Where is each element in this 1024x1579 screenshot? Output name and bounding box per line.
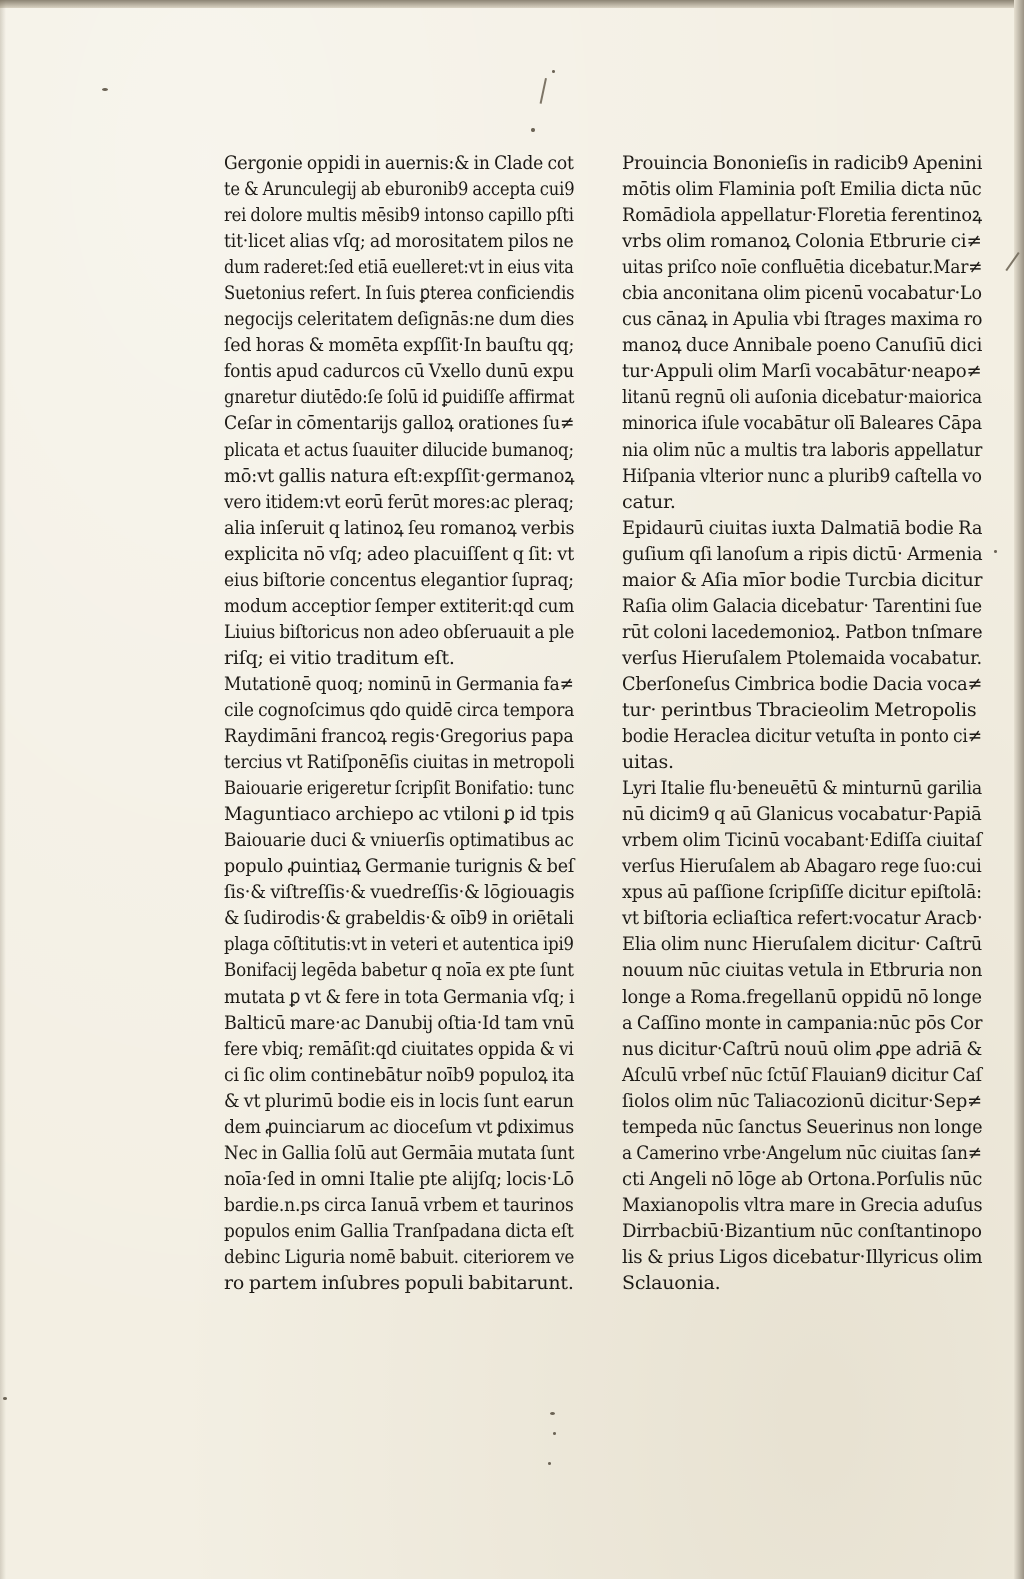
page-top-edge	[0, 0, 1024, 8]
text-line: cti Angeli nō lōge ab Ortona.Porſulis nūc	[622, 1167, 983, 1190]
text-line: mōtis olim Flaminia poſt Emilia dicta nūc	[622, 178, 982, 201]
text-line: cbia anconitana olim picenū vocabatur·Lo	[622, 282, 982, 305]
text-line: Suetonius refert. In ſuis ꝑterea conficiendis	[224, 282, 575, 305]
ink-speck	[552, 70, 555, 73]
text-line: debinc Liguria nomē babuit. citeriorem ve	[224, 1245, 575, 1268]
text-line: ſed horas & momēta expſſit·In bauſtu qq;	[224, 334, 575, 357]
text-line: ſiolos olim nūc Taliacozionū dicitur·Sep≠	[622, 1089, 982, 1112]
text-line: bodie Heraclea dicitur vetuſta in ponto ci≠	[622, 725, 982, 748]
text-line: verſus Hieruſalem Ptolemaida vocabatur.	[622, 646, 982, 669]
text-line: Prouincia Bononieſis in radicib9 Apenini	[622, 152, 983, 174]
ink-speck	[548, 1462, 551, 1465]
text-line: alia inſeruit q latinoꝝ ſeu romanoꝝ verbis	[224, 516, 575, 539]
text-line: nouum nūc ciuitas vetula in Etbruria non	[622, 959, 983, 982]
text-line: tempeda nūc ſanctus Seuerinus non longe	[622, 1115, 983, 1138]
page-right-edge	[1014, 0, 1024, 1579]
page-left-shadow	[0, 0, 6, 1579]
text-line: litanū regnū oli auſonia dicebatur·maiorica	[622, 386, 982, 409]
text-line: Raſia olim Galacia dicebatur· Tarentini ſue	[622, 594, 982, 617]
text-line: ci ſic olim continebātur noīb9 populoꝝ ita	[224, 1063, 575, 1086]
text-line: Gergonie oppidi in auernis:& in Clade cot	[224, 152, 574, 174]
text-line: manoꝝ duce Annibale poeno Canuſiū dici	[622, 334, 983, 357]
ink-speck	[102, 88, 108, 91]
text-line: fontis apud cadurcos cū Vxello dunū expu	[224, 360, 574, 383]
text-line: populo ꝓuintiaꝝ Germanie turignis & beſ	[224, 855, 575, 878]
text-line: & ſudirodis·& grabeldis·& oīb9 in oriētali	[224, 907, 574, 930]
text-line: negocijs celeritatem deſignās:ne dum dies	[224, 308, 575, 331]
text-line: eius biſtorie concentus elegantior ſupraq;	[224, 568, 574, 591]
text-line: ſis·& viſtreſſis·& vuedreſſis·& lōgiouagis	[224, 881, 575, 904]
text-line: plicata et actus ſuauiter dilucide bumanoq;	[224, 438, 574, 461]
text-line: Cberſoneſus Cimbrica bodie Dacia voca≠	[622, 672, 983, 695]
text-line: Balticū mare·ac Danubij oſtia·Id tam vnū	[224, 1011, 575, 1034]
text-line: plaga cōſtitutis:vt in veteri et autentica ipi9	[224, 933, 574, 956]
text-line: vero itidem:vt eorū ferūt mores:ac pleraq;	[224, 490, 574, 513]
text-line: Aſculū vrbeſ nūc ſctūſ Flauian9 dicitur Caſ	[622, 1063, 982, 1086]
text-line: noīa·ſed in omni Italie pte alijſq; locis·Lō	[224, 1167, 575, 1190]
text-line: rei dolore multis mēsib9 intonso capillo pſti	[224, 204, 574, 227]
left-text-column	[224, 150, 574, 1296]
text-line: guſium qſi lanoſum a ripis dictū· Armenia	[622, 542, 983, 565]
text-line: Sclauonia.	[622, 1272, 721, 1295]
text-line: vrbem olim Ticinū vocabant·Ediſſa ciuitaſ	[622, 829, 982, 852]
text-line: Romādiola appellatur·Floretia ferentinoꝝ	[622, 204, 982, 227]
text-line: riſq; ei vitio traditum eſt.	[224, 646, 455, 669]
text-line: Ceſar in cōmentarijs galloꝝ orationes ſu≠	[224, 412, 575, 435]
text-line: Dirrbacbiū·Bizantium nūc conſtantinopo	[622, 1219, 982, 1242]
text-line: Baiouarie duci & vniuerſis optimatibus ac	[224, 829, 574, 852]
text-line: Maguntiaco archiepo ac vtiloni ꝑ id tpis	[224, 803, 575, 826]
text-line: maior & Aſia mīor bodie Turcbia dicitur	[622, 568, 983, 591]
text-line: longe a Roma.fregellanū oppidū nō longe	[622, 985, 982, 1008]
text-line: a Caſſino monte in campania:nūc pōs Cor	[622, 1011, 983, 1034]
text-line: fere vbiq; remāſit:qd ciuitates oppida & vi	[224, 1037, 574, 1060]
text-line: nia olim nūc a multis tra laboris appellatur	[622, 438, 983, 461]
text-line: a Camerino vrbe·Angelum nūc ciuitas ſan≠	[622, 1141, 982, 1164]
ink-speck	[553, 1432, 556, 1435]
text-line: vt biſtoria ecliaſtica refert:vocatur Aracb·	[622, 907, 983, 930]
text-line: dem ꝓuinciarum ac dioceſum vt ꝑdiximus	[224, 1115, 574, 1138]
text-line: tit·licet alias vſq; ad morositatem pilos ne	[224, 230, 574, 253]
text-line: Mutationē quoq; nominū in Germania fa≠	[224, 672, 574, 695]
text-line: Bonifacij legēda babetur q noīa ex pte ſunt	[224, 959, 574, 982]
text-line: cus cānaꝝ in Apulia vbi ſtrages maxima ro	[622, 308, 983, 331]
right-text-column	[622, 150, 982, 1296]
text-line: Raydimāni francoꝝ regis·Gregorius papa	[224, 725, 574, 748]
text-line: rūt coloni lacedemonioꝝ. Patbon tnſmare	[622, 620, 983, 643]
ink-speck	[550, 1412, 555, 1415]
text-line: dum raderet:ſed etiā euelleret:vt in eius vita	[224, 256, 574, 279]
text-line: mutata ꝑ vt & fere in tota Germania vſq; i	[224, 985, 575, 1008]
text-line: Epidaurū ciuitas iuxta Dalmatiā bodie Ra	[622, 516, 983, 539]
text-line: vrbs olim romanoꝝ Colonia Etbrurie ci≠	[622, 230, 982, 253]
ink-speck	[531, 128, 535, 132]
text-line: verſus Hieruſalem ab Abagaro rege ſuo:cui	[622, 855, 982, 878]
text-line: mō:vt gallis natura eſt:expſſit·germanoꝝ	[224, 464, 575, 487]
text-line: tur·Appuli olim Marſi vocabātur·neapo≠	[622, 360, 982, 383]
text-line: tur· perintbus Tbracieolim Metropolis	[622, 698, 977, 721]
pen-stroke	[540, 78, 547, 104]
text-line: modum acceptior ſemper extiterit:qd cum	[224, 594, 575, 617]
text-line: bardie.n.ps circa Ianuā vrbem et taurinos	[224, 1193, 574, 1216]
text-line: tercius vt Ratiſponēſis ciuitas in metropoli	[224, 751, 575, 774]
text-line: catur.	[622, 490, 676, 513]
text-line: lis & prius Ligos dicebatur·Illyricus olim	[622, 1245, 983, 1268]
text-line: cile cognoſcimus qdo quidē circa tempora	[224, 698, 575, 721]
text-line: te & Arunculegij ab eburonib9 accepta cui9	[224, 178, 575, 201]
text-line: Liuius biſtoricus non adeo obſeruauit a ple	[224, 620, 575, 643]
text-line: xpus aū paſſione ſcripſiſſe dicitur epiſtolā:	[622, 881, 982, 904]
text-line: Maxianopolis vltra mare in Grecia aduſus	[622, 1193, 983, 1216]
text-line: nū dicim9 q aū Glanicus vocabatur·Papiā	[622, 803, 982, 826]
text-line: populos enim Gallia Tranſpadana dicta eſt	[224, 1219, 574, 1242]
text-line: uitas.	[622, 751, 674, 774]
text-line: minorica iſule vocabātur olī Baleares Cāpa	[622, 412, 982, 435]
text-line: Hiſpania vlterior nunc a plurib9 caſtella vo	[622, 464, 982, 487]
text-line: Baiouarie erigeretur ſcripſit Bonifatio: tunc	[224, 777, 575, 800]
text-line: ro partem inſubres populi babitarunt.	[224, 1272, 574, 1295]
text-line: uitas priſco noīe confluētia dicebatur.Mar≠	[622, 256, 983, 279]
text-line: & vt plurimū bodie eis in locis ſunt earun	[224, 1089, 574, 1112]
text-line: Lyri Italie flu·beneuētū & minturnū garilia	[622, 777, 983, 800]
ink-speck	[994, 550, 997, 553]
text-line: Elia olim nunc Hieruſalem dicitur· Caſtrū	[622, 933, 983, 956]
text-line: Nec in Gallia ſolū aut Germāia mutata ſunt	[224, 1141, 575, 1164]
ink-speck	[3, 1397, 7, 1400]
text-line: nus dicitur·Caſtrū nouū olim ꝓpe adriā &	[622, 1037, 983, 1060]
text-line: gnaretur diutēdo:ſe ſolū id ꝑuidiſſe affirmat	[224, 386, 575, 409]
text-line: explicita nō vſq; adeo placuiſſent q ſit: vt	[224, 542, 574, 565]
